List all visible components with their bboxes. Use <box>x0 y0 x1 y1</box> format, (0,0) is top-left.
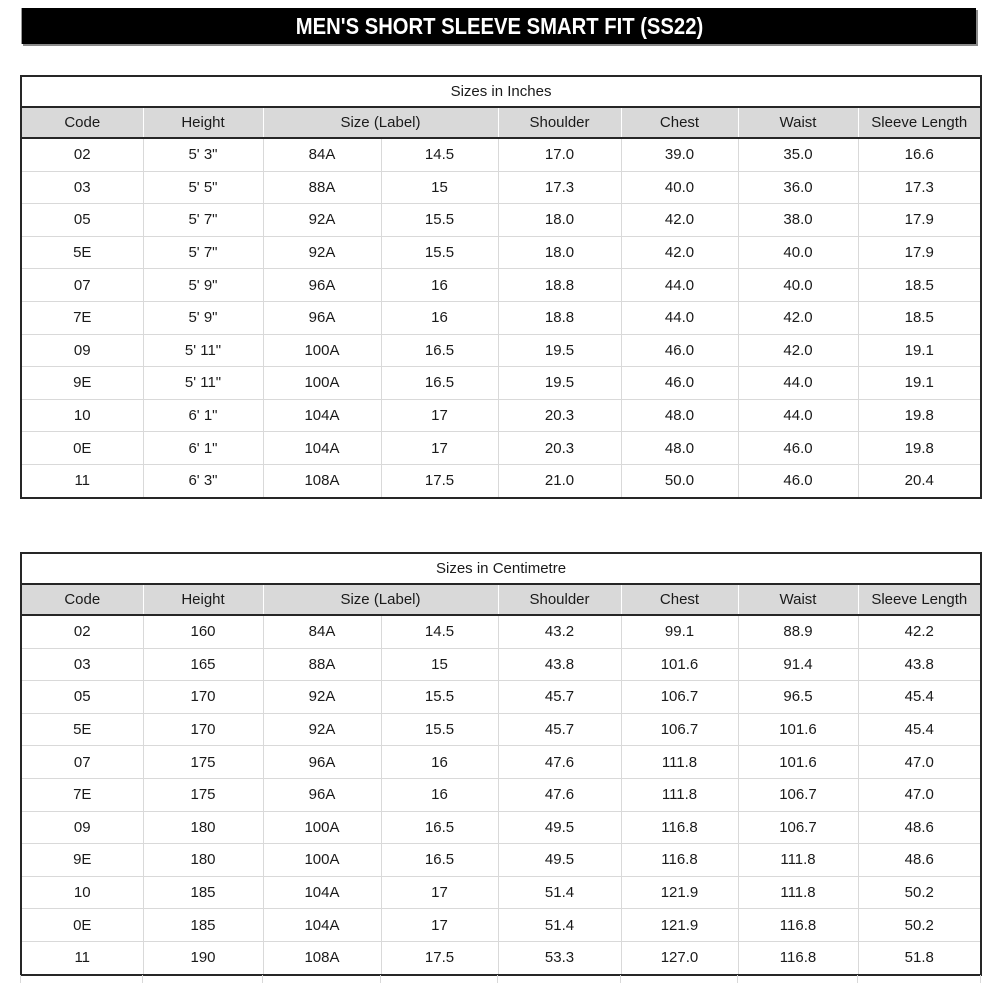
cell: 43.2 <box>498 615 621 648</box>
cell: 116.8 <box>621 811 738 844</box>
cell: 111.8 <box>621 778 738 811</box>
sizes-in-inches-table <box>20 75 982 499</box>
cell: 121.9 <box>621 876 738 909</box>
cell: 05 <box>21 204 143 237</box>
sizes-in-centimetre-table <box>20 552 982 976</box>
cell: 47.6 <box>498 778 621 811</box>
cell: 20.3 <box>498 432 621 465</box>
cell: 101.6 <box>738 713 858 746</box>
table-row <box>21 301 981 334</box>
cell: 96A <box>263 301 381 334</box>
table-row <box>21 844 981 877</box>
cell: 18.8 <box>498 301 621 334</box>
cell: 48.0 <box>621 432 738 465</box>
cell: 5E <box>21 236 143 269</box>
cell: 5' 7" <box>143 236 263 269</box>
table-row <box>21 713 981 746</box>
cell: 07 <box>21 269 143 302</box>
cell: 40.0 <box>738 269 858 302</box>
grid-line <box>497 975 620 983</box>
cell: 104A <box>263 909 381 942</box>
cell: 5' 5" <box>143 171 263 204</box>
cell: 17.3 <box>858 171 981 204</box>
cell: 15 <box>381 648 498 681</box>
cell: 180 <box>143 811 263 844</box>
cell: 09 <box>21 811 143 844</box>
cell: 42.0 <box>621 236 738 269</box>
cell: 15.5 <box>381 236 498 269</box>
cell: 84A <box>263 615 381 648</box>
table-row <box>21 432 981 465</box>
cell: 92A <box>263 204 381 237</box>
table-row <box>21 236 981 269</box>
cell: 46.0 <box>621 334 738 367</box>
column-header-sleeve-length: Sleeve Length <box>858 107 981 138</box>
cell: 127.0 <box>621 941 738 974</box>
cell: 17 <box>381 399 498 432</box>
cell: 02 <box>73 146 91 164</box>
cell: 15.5 <box>381 681 498 714</box>
cell: 6' 3" <box>143 464 263 497</box>
table-body <box>21 615 981 975</box>
cell: 35.0 <box>738 138 858 171</box>
cell: 5E <box>21 713 143 746</box>
cell: 5' 7" <box>143 204 263 237</box>
cell: 44.0 <box>621 301 738 334</box>
grid-line <box>20 975 142 983</box>
cell: 39.0 <box>621 138 738 171</box>
cell: 5' 9" <box>143 301 263 334</box>
table-title-row <box>21 553 981 584</box>
cell: 03 <box>21 648 143 681</box>
cell: 5' 3" <box>143 138 263 171</box>
cell: 106.7 <box>738 778 858 811</box>
cell: 88.9 <box>738 615 858 648</box>
cell: 116.8 <box>621 844 738 877</box>
cell: 51.4 <box>498 876 621 909</box>
cell: 15.5 <box>381 713 498 746</box>
cropped-next-row-gridlines <box>20 975 981 983</box>
cell: 49.5 <box>498 811 621 844</box>
page-title-bar <box>21 8 976 44</box>
cell: 14.5 <box>381 138 498 171</box>
cell: 40.0 <box>738 236 858 269</box>
cell: 20.3 <box>498 399 621 432</box>
cell: 50.2 <box>858 909 981 942</box>
column-header-height: Height <box>143 107 263 138</box>
cell: 09 <box>21 334 143 367</box>
cell: 02 <box>73 623 91 641</box>
cell: 0E <box>21 909 143 942</box>
cell: 16.5 <box>381 334 498 367</box>
cell: 49.5 <box>498 844 621 877</box>
cell: 108A <box>263 464 381 497</box>
header-row <box>21 107 981 138</box>
cell: 15 <box>381 171 498 204</box>
cell: 46.0 <box>621 367 738 400</box>
cell: 5' 11" <box>143 367 263 400</box>
cell: 16.5 <box>381 367 498 400</box>
cell: 100A <box>263 367 381 400</box>
cell: 47.0 <box>858 746 981 779</box>
grid-line <box>737 975 857 983</box>
table-row <box>21 909 981 942</box>
cell: 42.0 <box>738 301 858 334</box>
cell: 53.3 <box>498 941 621 974</box>
cell: 18.0 <box>498 236 621 269</box>
cell: 17.5 <box>381 941 498 974</box>
column-header-shoulder: Shoulder <box>498 107 621 138</box>
cell: 84A <box>263 138 381 171</box>
cell: 10 <box>21 876 143 909</box>
cell: 92A <box>263 713 381 746</box>
cell: 108A <box>263 941 381 974</box>
cell: 03 <box>21 171 143 204</box>
cell: 17 <box>381 909 498 942</box>
cell: 160 <box>143 615 263 648</box>
cell: 92A <box>263 681 381 714</box>
cell: 9E <box>21 844 143 877</box>
cell: 16 <box>381 269 498 302</box>
cell: 15.5 <box>381 204 498 237</box>
cell: 111.8 <box>738 844 858 877</box>
cell: 36.0 <box>738 171 858 204</box>
cell: 17.0 <box>498 138 621 171</box>
cell: 48.6 <box>858 844 981 877</box>
cell: 10 <box>21 399 143 432</box>
cell: 18.0 <box>498 204 621 237</box>
cell: 88A <box>263 648 381 681</box>
cell: 88A <box>263 171 381 204</box>
cell: 43.8 <box>498 648 621 681</box>
table-row <box>21 876 981 909</box>
cell: 0E <box>21 432 143 465</box>
cell: 46.0 <box>738 432 858 465</box>
column-header-code: Code <box>21 107 143 138</box>
cell: 19.5 <box>498 334 621 367</box>
cell: 16 <box>381 746 498 779</box>
cell: 05 <box>21 681 143 714</box>
cell: 106.7 <box>738 811 858 844</box>
cell: 175 <box>143 746 263 779</box>
column-header-height: Height <box>143 584 263 615</box>
column-header-waist: Waist <box>738 584 858 615</box>
table-row <box>21 941 981 974</box>
table-title-row <box>21 76 981 107</box>
cell: 45.7 <box>498 681 621 714</box>
cell: 104A <box>263 399 381 432</box>
cell: 17 <box>381 432 498 465</box>
cell: 07 <box>21 746 143 779</box>
cell: 38.0 <box>738 204 858 237</box>
grid-line <box>142 975 262 983</box>
cell: 100A <box>263 844 381 877</box>
table-title: Sizes in Inches <box>21 76 981 107</box>
cell: 180 <box>143 844 263 877</box>
cell: 5' 9" <box>143 269 263 302</box>
cell: 185 <box>143 909 263 942</box>
cell: 104A <box>263 876 381 909</box>
grid-line <box>262 975 380 983</box>
cell: 17 <box>381 876 498 909</box>
table-row <box>21 367 981 400</box>
column-header-waist: Waist <box>738 107 858 138</box>
cell: 9E <box>21 367 143 400</box>
cell: 19.8 <box>858 399 981 432</box>
cell: 47.0 <box>858 778 981 811</box>
cell: 19.8 <box>858 432 981 465</box>
cell: 51.8 <box>858 941 981 974</box>
table-row <box>21 138 981 171</box>
cell: 7E <box>21 301 143 334</box>
table-row <box>21 746 981 779</box>
cell: 99.1 <box>621 615 738 648</box>
cell: 19.5 <box>498 367 621 400</box>
cell: 106.7 <box>621 713 738 746</box>
cell: 42.0 <box>621 204 738 237</box>
table-row <box>21 334 981 367</box>
table-row <box>21 399 981 432</box>
table-row <box>21 269 981 302</box>
cell: 165 <box>143 648 263 681</box>
table-row <box>21 171 981 204</box>
cell: 18.5 <box>858 269 981 302</box>
table-row <box>21 464 981 497</box>
column-header-sleeve-length: Sleeve Length <box>858 584 981 615</box>
cell: 6' 1" <box>143 399 263 432</box>
cell: 106.7 <box>621 681 738 714</box>
cell: 5' 11" <box>143 334 263 367</box>
cell: 111.8 <box>621 746 738 779</box>
cell: 42.0 <box>738 334 858 367</box>
page-title: MEN'S SHORT SLEEVE SMART FIT (SS22) <box>295 12 703 39</box>
cell: 11 <box>21 941 143 974</box>
cell: 44.0 <box>738 399 858 432</box>
cell: 121.9 <box>621 909 738 942</box>
cell: 50.0 <box>621 464 738 497</box>
table-row <box>21 778 981 811</box>
cell: 92A <box>263 236 381 269</box>
cell: 19.1 <box>858 334 981 367</box>
cell: 42.2 <box>858 615 981 648</box>
table-row <box>21 204 981 237</box>
table-row <box>21 615 981 648</box>
cell: 16.6 <box>858 138 981 171</box>
cell: 47.6 <box>498 746 621 779</box>
grid-line <box>620 975 737 983</box>
grid-line <box>380 975 497 983</box>
cell: 16 <box>381 301 498 334</box>
cell: 100A <box>263 334 381 367</box>
cell: 14.5 <box>381 615 498 648</box>
grid-line <box>857 975 980 983</box>
cell: 43.8 <box>858 648 981 681</box>
cell: 51.4 <box>498 909 621 942</box>
cell: 40.0 <box>621 171 738 204</box>
cell: 16 <box>381 778 498 811</box>
cell: 91.4 <box>738 648 858 681</box>
column-header-chest: Chest <box>621 107 738 138</box>
cell: 104A <box>263 432 381 465</box>
cell: 185 <box>143 876 263 909</box>
cell: 17.3 <box>498 171 621 204</box>
cell: 11 <box>21 464 143 497</box>
cell: 101.6 <box>621 648 738 681</box>
table-title: Sizes in Centimetre <box>21 553 981 584</box>
cell: 20.4 <box>858 464 981 497</box>
cell: 18.5 <box>858 301 981 334</box>
cell: 48.0 <box>621 399 738 432</box>
cell: 48.6 <box>858 811 981 844</box>
column-header-size-label: Size (Label) <box>263 584 498 615</box>
cell: 17.5 <box>381 464 498 497</box>
cell: 16.5 <box>381 811 498 844</box>
header-row <box>21 584 981 615</box>
column-header-shoulder: Shoulder <box>498 584 621 615</box>
cell: 116.8 <box>738 941 858 974</box>
cell: 44.0 <box>621 269 738 302</box>
cell: 16.5 <box>381 844 498 877</box>
cell: 101.6 <box>738 746 858 779</box>
cell: 96A <box>263 746 381 779</box>
cell: 17.9 <box>858 204 981 237</box>
cell: 45.4 <box>858 713 981 746</box>
cell: 100A <box>263 811 381 844</box>
cell: 18.8 <box>498 269 621 302</box>
column-header-code: Code <box>21 584 143 615</box>
cell: 19.1 <box>858 367 981 400</box>
cell: 6' 1" <box>143 432 263 465</box>
cell: 96.5 <box>738 681 858 714</box>
column-header-size-label: Size (Label) <box>263 107 498 138</box>
cell: 46.0 <box>738 464 858 497</box>
cell: 50.2 <box>858 876 981 909</box>
cell: 17.9 <box>858 236 981 269</box>
cell: 7E <box>21 778 143 811</box>
table-row <box>21 681 981 714</box>
cell: 45.7 <box>498 713 621 746</box>
cell: 96A <box>263 778 381 811</box>
cell: 45.4 <box>858 681 981 714</box>
table-body <box>21 138 981 498</box>
cell: 170 <box>143 713 263 746</box>
table-row <box>21 811 981 844</box>
cell: 116.8 <box>738 909 858 942</box>
cell: 96A <box>263 269 381 302</box>
cell: 170 <box>143 681 263 714</box>
column-header-chest: Chest <box>621 584 738 615</box>
cell: 190 <box>143 941 263 974</box>
cell: 21.0 <box>498 464 621 497</box>
table-row <box>21 648 981 681</box>
cell: 175 <box>143 778 263 811</box>
cell: 111.8 <box>738 876 858 909</box>
cell: 44.0 <box>738 367 858 400</box>
